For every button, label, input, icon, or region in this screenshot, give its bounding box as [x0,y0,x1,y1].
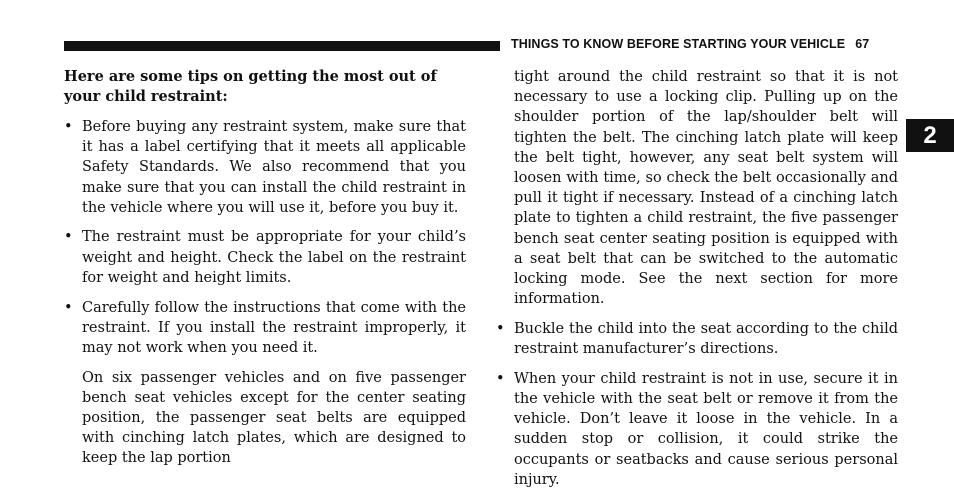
list-item-text: Carefully follow the instructions that come with the restraint. If you install the restraint improperly, it may not work when you need it. [82,299,466,356]
bullet-icon: • [64,118,73,135]
bullet-icon: • [496,320,505,337]
page-number: 67 [855,37,870,51]
list-item-text: Before buying any restraint system, make sure that it has a label certifying that it meets all applicable Safety Standards. We also recommend that you make sure that you can install the child restraint in the vehicle where you will use it, before you buy it. [82,118,466,216]
list-item [64,117,466,218]
list-item [496,369,898,490]
header-title: THINGS TO KNOW BEFORE STARTING YOUR VEHICLE [511,37,846,51]
list-item [64,227,466,288]
list-item-text: Buckle the child into the seat according to the child restraint manufacturer’s directions. [514,320,898,358]
running-header [511,37,869,51]
continued-paragraph: tight around the child restraint so that it is not necessary to use a locking clip. Pulling up on the shoulder portion of the lap/shoulder belt will tighten the belt. The cinching latch plate will keep the belt tight, however, any seat belt system will loosen with time, so check the belt occasionally and pull it tight if necessary. Instead of a cinching latch plate to tighten a child restraint, the five passenger bench seat center seating position is equipped with a seat belt that can be switched to the automatic locking mode. See the next section for more information. [514,69,898,308]
chapter-tab: 2 [906,119,954,152]
right-column [496,67,898,500]
bullet-icon: • [496,370,505,387]
list-item-text: When your child restraint is not in use, secure it in the vehicle with the seat belt or remove it from the vehicle. Don’t leave it loose in the vehicle. In a sudden stop or collision, it could strike the occupants or seatbacks and cause serious personal injury. [514,370,898,488]
bullet-icon: • [64,229,73,246]
header-rule [64,41,500,51]
left-column [64,67,466,478]
list-item-text: The restraint must be appropriate for your child’s weight and height. Check the label on the restraint for weight and height limits. [82,229,466,286]
bullet-icon: • [64,299,73,316]
sub-paragraph: On six passenger vehicles and on five passenger bench seat vehicles except for the center seating position, the passenger seat belts are equipped with cinching latch plates, which are designed to keep the lap portion [82,369,466,467]
intro-heading: Here are some tips on getting the most out of your child restraint: [64,68,437,106]
list-item [64,298,466,359]
list-item [496,319,898,359]
